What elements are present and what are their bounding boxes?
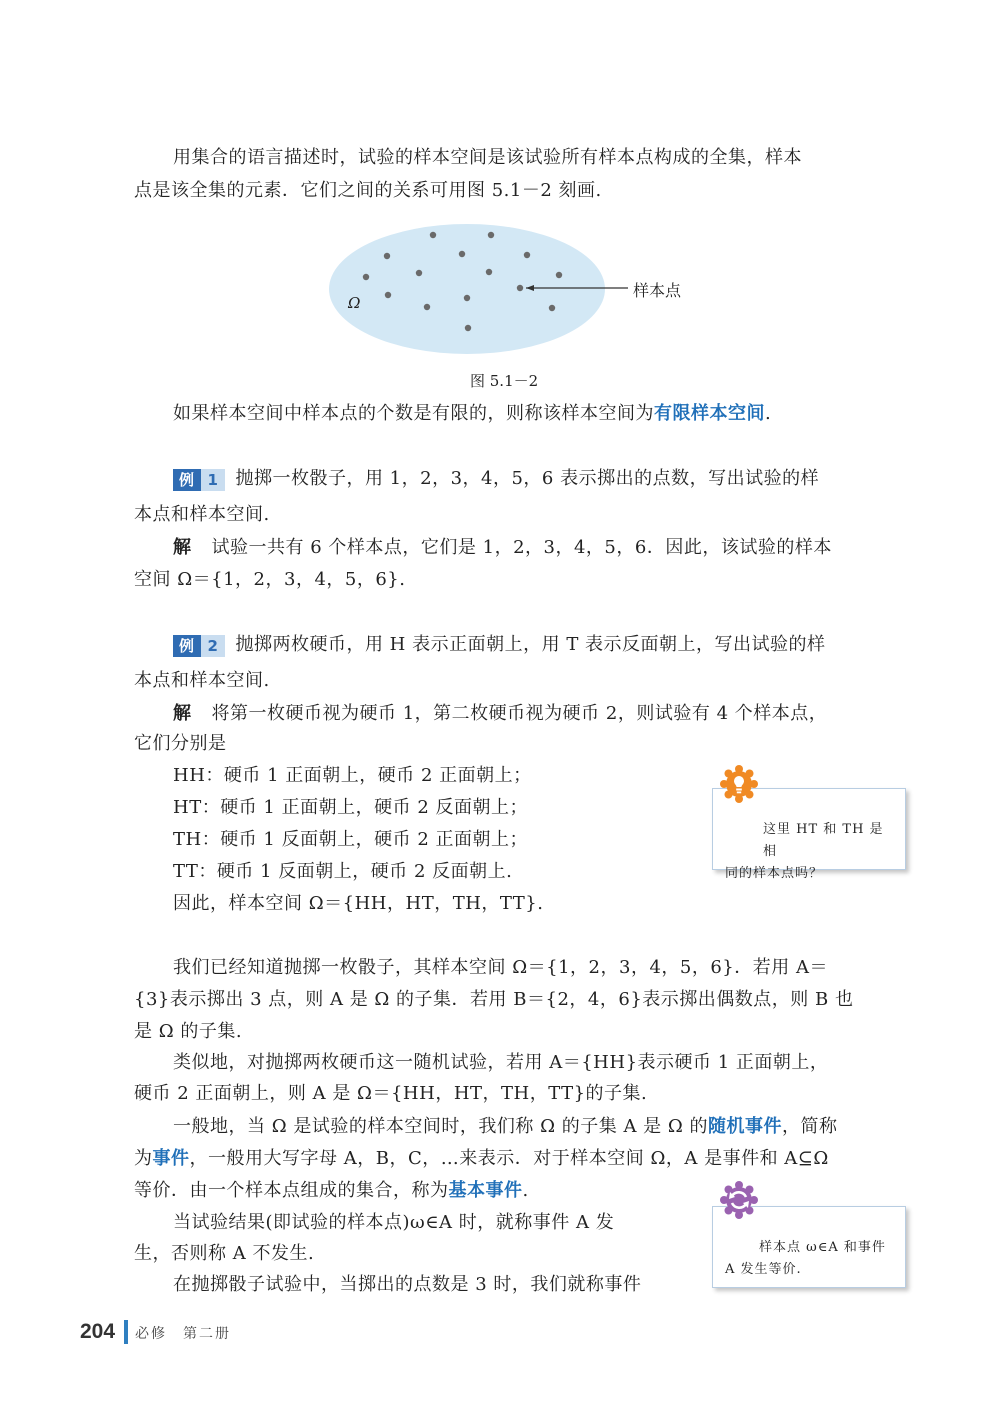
note-1-line-2: 同的样本点吗？ — [725, 866, 824, 881]
para3-text: ，一般用大写字母 A，B，C，…来表示．对于样本空间 Ω，A 是事件和 A⊆Ω — [189, 1148, 829, 1169]
sample-point — [430, 232, 436, 238]
sample-point — [556, 272, 562, 278]
sample-point — [464, 295, 470, 301]
pointer-label: 样本点 — [633, 281, 682, 300]
para3-text: ，简称 — [782, 1116, 838, 1137]
paragraph-3-line-1 — [173, 1114, 838, 1140]
intro-line-2: 点是该全集的元素．它们之间的关系可用图 5.1－2 刻画. — [134, 180, 602, 201]
figure-caption: 图 5.1－2 — [470, 372, 539, 390]
example-1-solution-1 — [173, 535, 832, 561]
solution-text: 试验一共有 6 个样本点，它们是 1，2，3，4，5，6．因此，该试验的样本 — [211, 537, 832, 558]
page-number: 204 — [80, 1320, 116, 1343]
example-1-solution-2: 空间 Ω＝{1，2，3，4，5，6}. — [134, 569, 406, 590]
sample-point — [488, 232, 494, 238]
note-2-line-2: A 发生等价. — [725, 1262, 802, 1277]
paragraph-3-line-2 — [134, 1146, 829, 1172]
para3-text: 一般地，当 Ω 是试验的样本空间时，我们称 Ω 的子集 A 是 Ω 的 — [173, 1116, 709, 1137]
paragraph-2-line-1: 类似地，对抛掷两枚硬币这一随机试验，若用 A＝{HH}表示硬币 1 正面朝上， — [173, 1052, 829, 1073]
para3-text: 为 — [134, 1148, 153, 1169]
para3-text: . — [522, 1180, 529, 1201]
example-1-line-1 — [173, 466, 819, 492]
paragraph-2-line-2: 硬币 2 正面朝上，则 A 是 Ω＝{HH，HT，TH，TT}的子集. — [134, 1083, 648, 1104]
sample-point — [459, 251, 465, 257]
outcome-item: TH：硬币 1 反面朝上，硬币 2 正面朝上； — [173, 829, 528, 850]
sample-point — [465, 325, 471, 331]
lightbulb-icon — [719, 764, 759, 804]
finite-text: 如果样本空间中样本点的个数是有限的，则称该样本空间为 — [173, 403, 654, 424]
sample-point — [424, 304, 430, 310]
term-elementary-event: 基本事件 — [448, 1180, 523, 1201]
sample-point — [416, 270, 422, 276]
outcome-item: HH：硬币 1 正面朝上，硬币 2 正面朝上； — [173, 765, 532, 786]
paragraph-4-line-3: 在抛掷骰子试验中，当掷出的点数是 3 时，我们就称事件 — [173, 1274, 642, 1295]
finite-period: . — [765, 403, 772, 424]
term-event: 事件 — [152, 1148, 190, 1169]
example-2-text: 抛掷两枚硬币，用 H 表示正面朝上，用 T 表示反面朝上，写出试验的样 — [235, 634, 826, 655]
badge-number: 1 — [201, 469, 226, 491]
badge-label: 例 — [173, 469, 201, 491]
term-finite-sample-space: 有限样本空间 — [654, 403, 765, 424]
example-2-solution-2: 它们分别是 — [134, 733, 227, 754]
example-2-line-1 — [173, 632, 826, 658]
paragraph-1-line-3: 是 Ω 的子集. — [134, 1021, 243, 1042]
example-2-badge — [173, 633, 225, 655]
outcome-item: TT：硬币 1 反面朝上，硬币 2 反面朝上. — [173, 861, 513, 882]
sample-point — [385, 292, 391, 298]
sample-point — [486, 269, 492, 275]
outcome-item: HT：硬币 1 正面朝上，硬币 2 反面朝上； — [173, 797, 528, 818]
paragraph-1-line-2: {3}表示掷出 3 点，则 A 是 Ω 的子集．若用 B＝{2，4，6}表示掷出偶数点，则 B 也 — [134, 989, 854, 1010]
example-2-line-2: 本点和样本空间. — [134, 670, 270, 691]
sample-point — [524, 252, 530, 258]
sample-point — [363, 274, 369, 280]
paragraph-4-line-2: 生，否则称 A 不发生. — [134, 1243, 315, 1264]
example-1-badge — [173, 467, 225, 489]
sample-point — [384, 253, 390, 259]
badge-label: 例 — [173, 635, 201, 657]
paragraph-4-line-1: 当试验结果(即试验的样本点)ω∈A 时，就称事件 A 发 — [173, 1212, 615, 1233]
example-1-text: 抛掷一枚骰子，用 1，2，3，4，5，6 表示掷出的点数，写出试验的样 — [235, 468, 820, 489]
sample-point — [549, 305, 555, 311]
badge-number: 2 — [201, 635, 226, 657]
footer-divider — [124, 1320, 128, 1344]
solution-label: 解 — [173, 537, 192, 558]
para3-text: 等价．由一个样本点组成的集合，称为 — [134, 1180, 449, 1201]
term-random-event: 随机事件 — [708, 1116, 783, 1137]
omega-label: Ω — [348, 294, 361, 312]
cycle-icon — [719, 1180, 759, 1220]
solution-text: 将第一枚硬币视为硬币 1，第二枚硬币视为硬币 2，则试验有 4 个样本点， — [211, 703, 828, 724]
paragraph-3-line-3 — [134, 1178, 529, 1204]
note-2-line-1: 样本点 ω∈A 和事件 — [759, 1240, 886, 1255]
sample-space-ellipse — [329, 224, 605, 354]
note-1-line-1: 这里 HT 和 TH 是相 — [763, 822, 884, 859]
example-2-solution-1 — [173, 701, 827, 727]
solution-label: 解 — [173, 703, 192, 724]
paragraph-1-line-1: 我们已经知道抛掷一枚骰子，其样本空间 Ω＝{1，2，3，4，5，6}．若用 A＝ — [173, 957, 828, 978]
example-2-conclusion: 因此，样本空间 Ω＝{HH，HT，TH，TT}. — [173, 893, 544, 914]
book-title: 必修 第二册 — [135, 1326, 231, 1342]
intro-line-1: 用集合的语言描述时，试验的样本空间是该试验所有样本点构成的全集，样本 — [173, 147, 802, 168]
example-1-line-2: 本点和样本空间. — [134, 504, 270, 525]
sample-point — [517, 285, 523, 291]
finite-definition — [173, 401, 771, 427]
